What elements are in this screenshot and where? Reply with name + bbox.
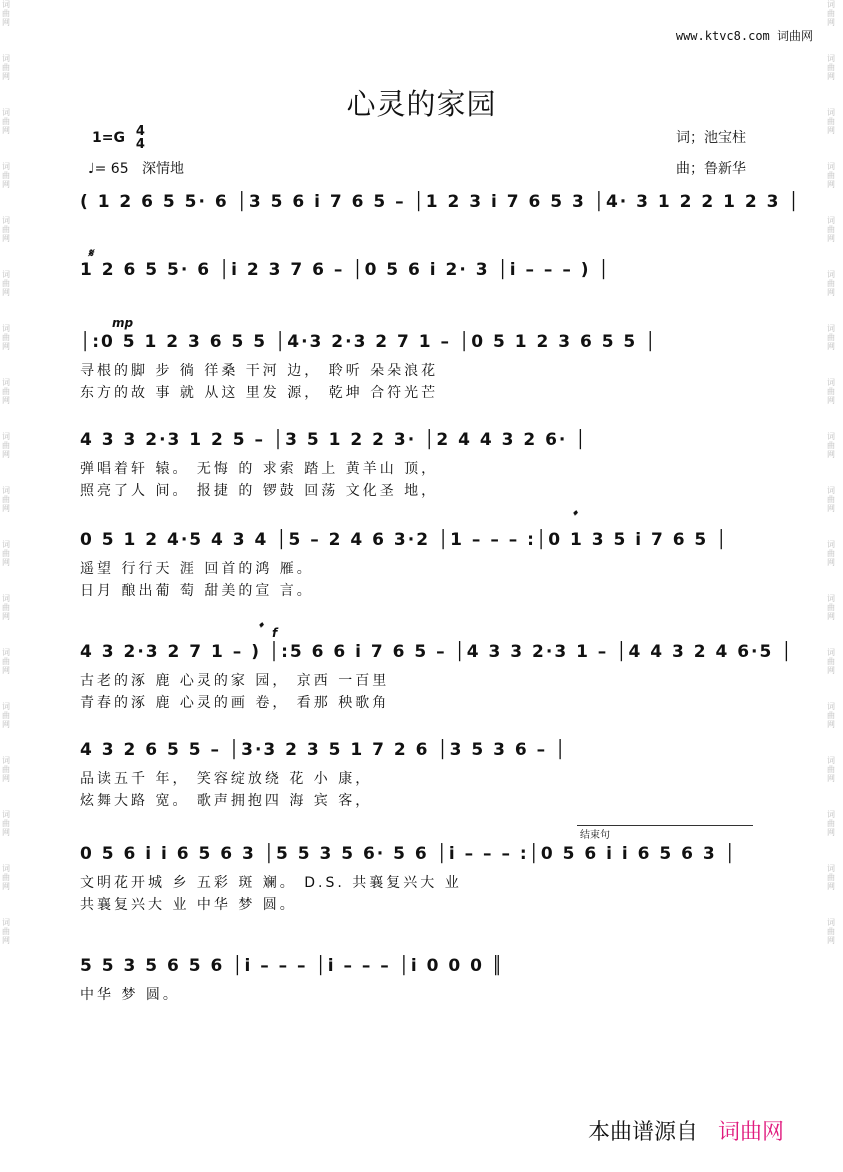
watermark-right: 词曲网 词曲网 词曲网 词曲网 词曲网 词曲网 词曲网 词曲网 词曲网 词曲网 词曲网 词曲网 词曲网 词曲网 词曲网 词曲网 词曲网 词曲网 xyxy=(827,0,835,945)
ending-label: 结束句 xyxy=(580,830,610,841)
notation-line: 0 5 1 2 4·5 4 3 4 │5 – 2 4 6 3·2 │1 – – – :│0 1 3 5 i 7 6 5 │ xyxy=(80,530,729,550)
time-top: 4 xyxy=(135,124,145,139)
notation-line: 4 3 2·3 2 7 1 – ) │:5 6 6 i 7 6 5 – │4 3 3 2·3 1 – │4 4 3 2 4 6·5 │ xyxy=(80,642,794,662)
tempo-value: ♩= 65 xyxy=(88,161,129,177)
lyric-verse-2: 炫舞大路 宽。 歌声拥抱四 海 宾 客， xyxy=(80,793,373,809)
footer-text: 本曲谱源自 xyxy=(588,1120,699,1145)
segno-mark: 𝄋 xyxy=(88,246,94,260)
notation-line: 5 5 3 5 6 5 6 │i – – – │i – – – │i 0 0 0 ║ xyxy=(80,956,505,976)
lyric-verse-2: 共襄复兴大 业 中华 梦 圆。 xyxy=(80,897,297,913)
lyric-verse-1: 品读五千 年， 笑容绽放绕 花 小 康， xyxy=(80,771,373,787)
notation-line: │:0 5 1 2 3 6 5 5 │4·3 2·3 2 7 1 – │0 5 1 2 3 6 5 5 │ xyxy=(80,332,658,352)
notation-line: 1 2 6 5 5· 6 │i 2 3 7 6 – │0 5 6 i 2· 3 │i – – – ) │ xyxy=(80,260,611,280)
tempo-mark xyxy=(88,158,184,178)
site-header[interactable]: www.ktvc8.com 词曲网 xyxy=(675,29,813,43)
lyric-verse-2: 东方的故 事 就 从这 里发 源， 乾坤 合符光芒 xyxy=(80,385,439,401)
notation-line: ( 1 2 6 5 5· 6 │3 5 6 i 7 6 5 – │1 2 3 i 7 6 5 3 │4· 3 1 2 2 1 2 3 │ xyxy=(80,192,801,212)
footer-brand-link[interactable]: 词曲网 xyxy=(718,1120,785,1145)
coda-mark: 𝄌 xyxy=(258,620,263,634)
notation-line: 4 3 3 2·3 1 2 5 – │3 5 1 2 2 3· │2 4 4 3 2 6· │ xyxy=(80,430,588,450)
expression-mark: 深情地 xyxy=(141,161,184,177)
time-bottom: 4 xyxy=(135,137,145,152)
dynamic-f: f xyxy=(272,626,278,640)
key-label: 1=G xyxy=(92,130,125,146)
key-signature xyxy=(92,125,145,151)
song-title: 心灵的家园 xyxy=(346,87,497,121)
lyric-verse-2: 青春的涿 鹿 心灵的画 卷， 看那 秧歌角 xyxy=(80,695,390,711)
composer: 曲；鲁新华 xyxy=(676,161,746,177)
lyric-verse-1: 弹唱着轩 辕。 无悔 的 求索 踏上 黄羊山 顶， xyxy=(80,461,439,477)
lyric-verse-1: 遥望 行行天 涯 回首的鸿 雁。 xyxy=(80,561,314,577)
lyric-verse-1: 文明花开城 乡 五彩 斑 斓。 D.S. 共襄复兴大 业 xyxy=(80,875,462,891)
notation-line: 4 3 2 6 5 5 – │3·3 2 3 5 1 7 2 6 │3 5 3 6 – │ xyxy=(80,740,568,760)
lyric-verse-2: 日月 酿出葡 萄 甜美的宣 言。 xyxy=(80,583,314,599)
lyric-verse-2: 照亮了人 间。 报捷 的 锣鼓 回荡 文化圣 地， xyxy=(80,483,439,499)
lyric-verse-1: 寻根的脚 步 徜 徉桑 干河 边， 聆听 朵朵浪花 xyxy=(80,363,439,379)
lyricist: 词；池宝柱 xyxy=(676,130,746,146)
coda-mark: 𝄌 xyxy=(572,508,577,522)
dynamic-mp: mp xyxy=(112,316,134,330)
time-signature xyxy=(136,125,145,151)
watermark-left: 词曲网 词曲网 词曲网 词曲网 词曲网 词曲网 词曲网 词曲网 词曲网 词曲网 词曲网 词曲网 词曲网 词曲网 词曲网 词曲网 词曲网 词曲网 xyxy=(2,0,10,945)
lyric-verse-1: 中华 梦 圆。 xyxy=(80,987,180,1003)
lyric-verse-1: 古老的涿 鹿 心灵的家 园， 京西 一百里 xyxy=(80,673,390,689)
notation-line: 0 5 6 i i 6 5 6 3 │5 5 3 5 6· 5 6 │i – – – :│0 5 6 i i 6 5 6 3 │ xyxy=(80,844,737,864)
footer-source xyxy=(588,1115,784,1146)
